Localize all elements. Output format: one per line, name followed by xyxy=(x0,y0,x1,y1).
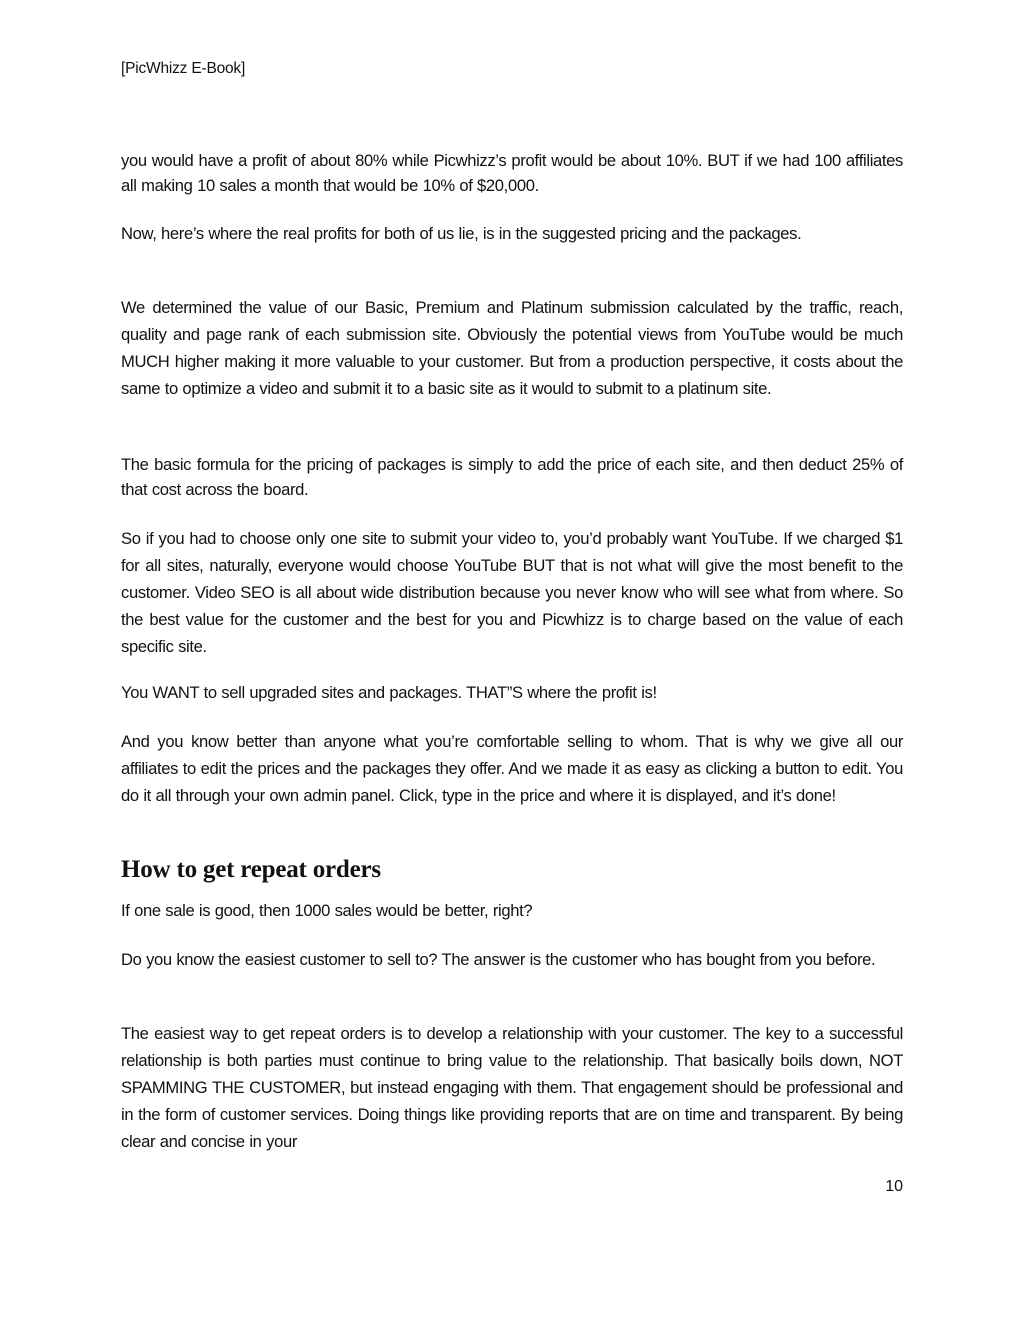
page-number: 10 xyxy=(885,1178,903,1195)
paragraph-profit-split: you would have a profit of about 80% while Picwhizz’s profit would be about 10%. BUT if we had 100 affiliates all making 10 sales a month that would be 10% of $20,000. xyxy=(121,151,903,195)
running-header: [PicWhizz E-Book] xyxy=(121,60,246,77)
paragraph-easiest-customer: Do you know the easiest customer to sell to? The answer is the customer who has bought from you before. xyxy=(121,950,876,969)
paragraph-real-profits: Now, here’s where the real profits for both of us lie, is in the suggested pricing and the packages. xyxy=(121,224,802,243)
paragraph-pricing-formula: The basic formula for the pricing of packages is simply to add the price of each site, and then deduct 25% of that cost across the board. xyxy=(121,455,903,499)
paragraph-one-sale: If one sale is good, then 1000 sales would be better, right? xyxy=(121,901,533,920)
paragraph-sell-upgrades: You WANT to sell upgraded sites and packages. THAT”S where the profit is! xyxy=(121,683,657,702)
section-heading: How to get repeat orders xyxy=(121,856,381,883)
paragraph-admin-panel: And you know better than anyone what you’re comfortable selling to whom. That is why we give all our affiliates to edit the prices and the packages they offer. And we made it as easy as clicking a button to edit. You do it all through your own admin panel. Click, type in the price and where it is displayed, and it’s done! xyxy=(121,732,903,805)
paragraph-youtube-example: So if you had to choose only one site to submit your video to, you’d probably want YouTube. If we charged $1 for all sites, naturally, everyone would choose YouTube BUT that is not what will give the most benefit to the customer. Video SEO is all about wide distribution because you never know who will see what from where. So the best value for the customer and the best for you and Picwhizz is to charge based on the value of each specific site. xyxy=(121,529,903,656)
paragraph-value-determination: We determined the value of our Basic, Premium and Platinum submission calculated by the traffic, reach, quality and page rank of each submission site. Obviously the potential views from YouTube would be much MUCH higher making it more valuable to your customer. But from a production perspective, it costs about the same to optimize a video and submit it to a basic site as it would to submit to a platinum site. xyxy=(121,298,903,398)
paragraph-relationship: The easiest way to get repeat orders is to develop a relationship with your customer. The key to a successful relationship is both parties must continue to bring value to the relationship. That basically boils down, NOT SPAMMING THE CUSTOMER, but instead engaging with them. That engagement should be professional and in the form of customer services. Doing things like providing reports that are on time and transparent. By being clear and concise in your xyxy=(121,1024,903,1151)
